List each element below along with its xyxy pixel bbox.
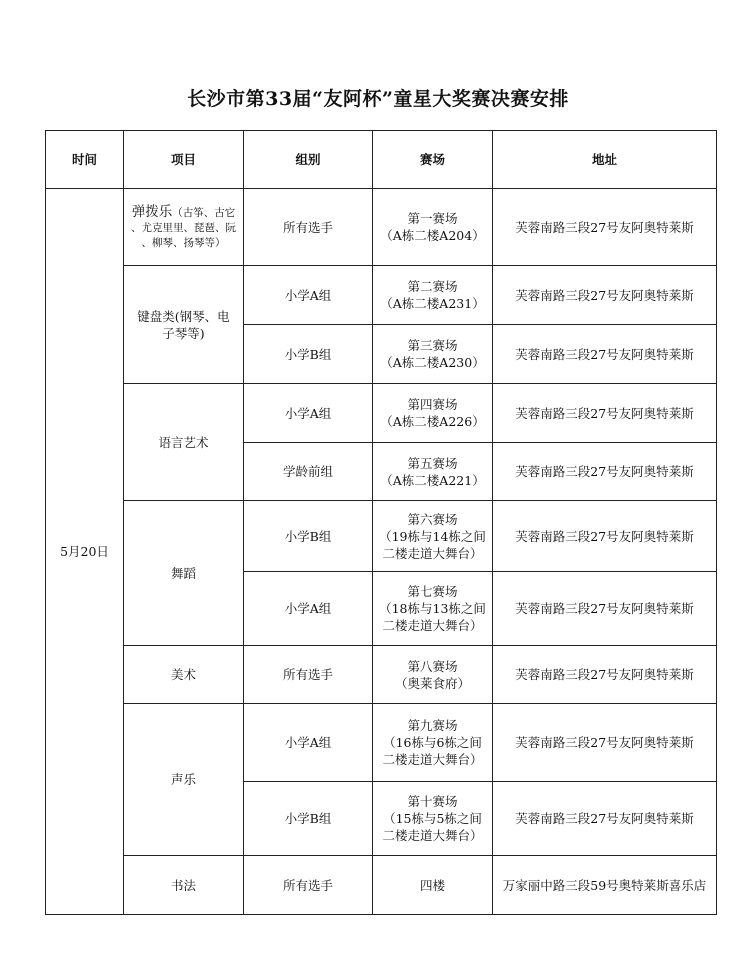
project-tanbo-detail3: 、柳琴、扬琴等） <box>141 237 226 249</box>
header-address: 地址 <box>493 131 717 189</box>
table-row <box>46 856 717 915</box>
address-cell: 芙蓉南路三段27号友阿奥特莱斯 <box>493 189 717 266</box>
venue-cell: 第七赛场 （18栋与13栋之间 二楼走道大舞台） <box>373 572 493 646</box>
project-cell-shengyue: 声乐 <box>124 704 244 856</box>
header-row <box>46 131 717 189</box>
venue-cell: 第十赛场 （15栋与5栋之间 二楼走道大舞台） <box>373 782 493 856</box>
venue-cell: 第二赛场 （A栋二楼A231） <box>373 266 493 325</box>
schedule-table <box>45 130 717 915</box>
venue-cell: 第六赛场 （19栋与14栋之间 二楼走道大舞台） <box>373 501 493 572</box>
table-row <box>46 266 717 325</box>
table-row <box>46 189 717 266</box>
address-cell: 芙蓉南路三段27号友阿奥特莱斯 <box>493 501 717 572</box>
project-tanbo-detail2: 、尤克里里、琵琶、阮 <box>131 222 236 234</box>
address-cell: 芙蓉南路三段27号友阿奥特莱斯 <box>493 325 717 384</box>
venue-cell: 四楼 <box>373 856 493 915</box>
date-cell: 5月20日 <box>46 189 124 915</box>
project-tanbo-detail1: （古筝、古它 <box>172 207 236 219</box>
project-cell-tanbo <box>124 189 244 266</box>
table-row <box>46 501 717 572</box>
group-cell: 所有选手 <box>244 856 373 915</box>
project-cell-meishu: 美术 <box>124 646 244 704</box>
group-cell: 小学B组 <box>244 325 373 384</box>
project-cell-yuyan: 语言艺术 <box>124 384 244 501</box>
table-row <box>46 384 717 443</box>
group-cell: 小学A组 <box>244 704 373 782</box>
header-project: 项目 <box>124 131 244 189</box>
table-row <box>46 646 717 704</box>
group-cell: 小学B组 <box>244 782 373 856</box>
header-group: 组别 <box>244 131 373 189</box>
address-cell: 芙蓉南路三段27号友阿奥特莱斯 <box>493 782 717 856</box>
group-cell: 小学A组 <box>244 266 373 325</box>
group-cell: 学龄前组 <box>244 443 373 501</box>
group-cell: 小学B组 <box>244 501 373 572</box>
venue-cell: 第三赛场 （A栋二楼A230） <box>373 325 493 384</box>
group-cell: 小学A组 <box>244 384 373 443</box>
address-cell: 芙蓉南路三段27号友阿奥特莱斯 <box>493 384 717 443</box>
project-cell-wudao: 舞蹈 <box>124 501 244 646</box>
venue-cell: 第九赛场 （16栋与6栋之间 二楼走道大舞台） <box>373 704 493 782</box>
project-cell-jianpan: 键盘类(钢琴、电 子琴等) <box>124 266 244 384</box>
address-cell: 芙蓉南路三段27号友阿奥特莱斯 <box>493 646 717 704</box>
project-cell-shufa: 书法 <box>124 856 244 915</box>
group-cell: 所有选手 <box>244 189 373 266</box>
group-cell: 小学A组 <box>244 572 373 646</box>
project-tanbo-main: 弹拨乐 <box>131 204 173 220</box>
venue-cell: 第八赛场 （奥莱食府） <box>373 646 493 704</box>
page-title: 长沙市第33届“友阿杯”童星大奖赛决赛安排 <box>187 88 569 110</box>
address-cell: 芙蓉南路三段27号友阿奥特莱斯 <box>493 443 717 501</box>
venue-cell: 第五赛场 （A栋二楼A221） <box>373 443 493 501</box>
header-venue: 赛场 <box>373 131 493 189</box>
header-time: 时间 <box>46 131 124 189</box>
address-cell: 芙蓉南路三段27号友阿奥特莱斯 <box>493 266 717 325</box>
address-cell: 芙蓉南路三段27号友阿奥特莱斯 <box>493 572 717 646</box>
venue-cell: 第四赛场 （A栋二楼A226） <box>373 384 493 443</box>
table-row <box>46 704 717 782</box>
venue-cell: 第一赛场 （A栋二楼A204） <box>373 189 493 266</box>
address-cell: 芙蓉南路三段27号友阿奥特莱斯 <box>493 704 717 782</box>
address-cell: 万家丽中路三段59号奥特莱斯喜乐店 <box>493 856 717 915</box>
group-cell: 所有选手 <box>244 646 373 704</box>
